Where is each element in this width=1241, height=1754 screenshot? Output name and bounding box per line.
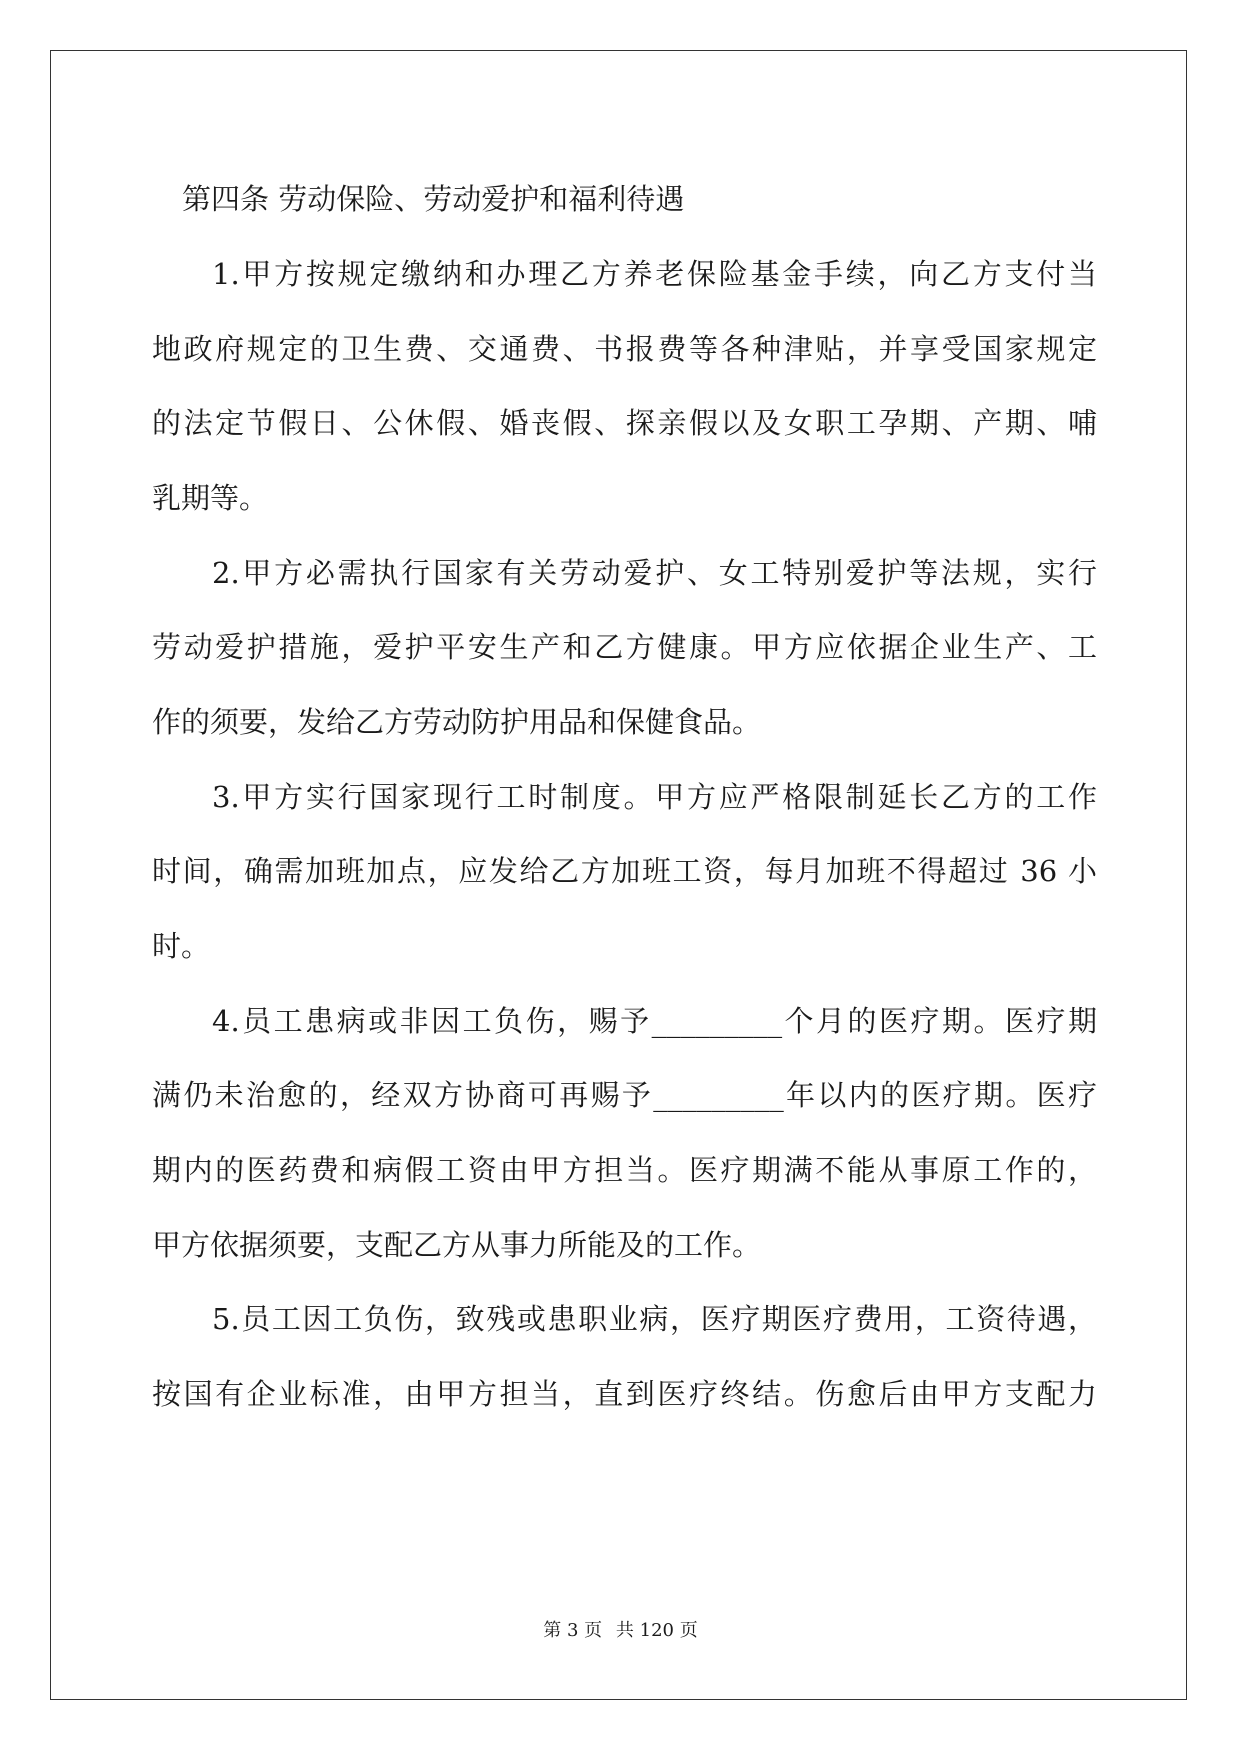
- paragraph-4-line-2: 满仍未治愈的，经双方协商可再赐予_________年以内的医疗期。医疗: [152, 1078, 1097, 1112]
- page-footer: [0, 1619, 1241, 1643]
- paragraph-4-line-3: 期内的医药费和病假工资由甲方担当。医疗期满不能从事原工作的，: [152, 1153, 1097, 1187]
- paragraph-4-line-1: 4.员工患病或非因工负伤，赐予_________个月的医疗期。医疗期: [212, 1004, 1097, 1038]
- paragraph-4-line-4: 甲方依据须要，支配乙方从事力所能及的工作。: [152, 1228, 762, 1262]
- paragraph-2-line-2: 劳动爱护措施，爱护平安生产和乙方健康。甲方应依据企业生产、工: [152, 630, 1097, 664]
- paragraph-1-line-4: 乳期等。: [152, 481, 269, 515]
- paragraph-1-line-3: 的法定节假日、公休假、婚丧假、探亲假以及女职工孕期、产期、哺: [152, 406, 1097, 440]
- paragraph-1-line-2: 地政府规定的卫生费、交通费、书报费等各种津贴，并享受国家规定: [152, 332, 1097, 366]
- paragraph-5-line-1: 5.员工因工负伤，致残或患职业病，医疗期医疗费用，工资待遇，: [212, 1302, 1097, 1336]
- paragraph-3-line-2: 时间，确需加班加点，应发给乙方加班工资，每月加班不得超过 36 小: [152, 854, 1097, 888]
- paragraph-1-line-1: 1.甲方按规定缴纳和办理乙方养老保险基金手续，向乙方支付当: [212, 257, 1097, 291]
- article-heading: 第四条 劳动保险、劳动爱护和福利待遇: [182, 182, 685, 216]
- paragraph-2-line-3: 作的须要，发给乙方劳动防护用品和保健食品。: [152, 705, 762, 739]
- paragraph-2-line-1: 2.甲方必需执行国家有关劳动爱护、女工特别爱护等法规，实行: [212, 556, 1097, 590]
- page-number: 第 3 页: [543, 1620, 603, 1641]
- paragraph-3-line-1: 3.甲方实行国家现行工时制度。甲方应严格限制延长乙方的工作: [212, 780, 1097, 814]
- paragraph-3-line-3: 时。: [152, 929, 211, 963]
- total-pages: 共 120 页: [615, 1620, 698, 1641]
- paragraph-5-line-2: 按国有企业标准，由甲方担当，直到医疗终结。伤愈后由甲方支配力: [152, 1377, 1097, 1411]
